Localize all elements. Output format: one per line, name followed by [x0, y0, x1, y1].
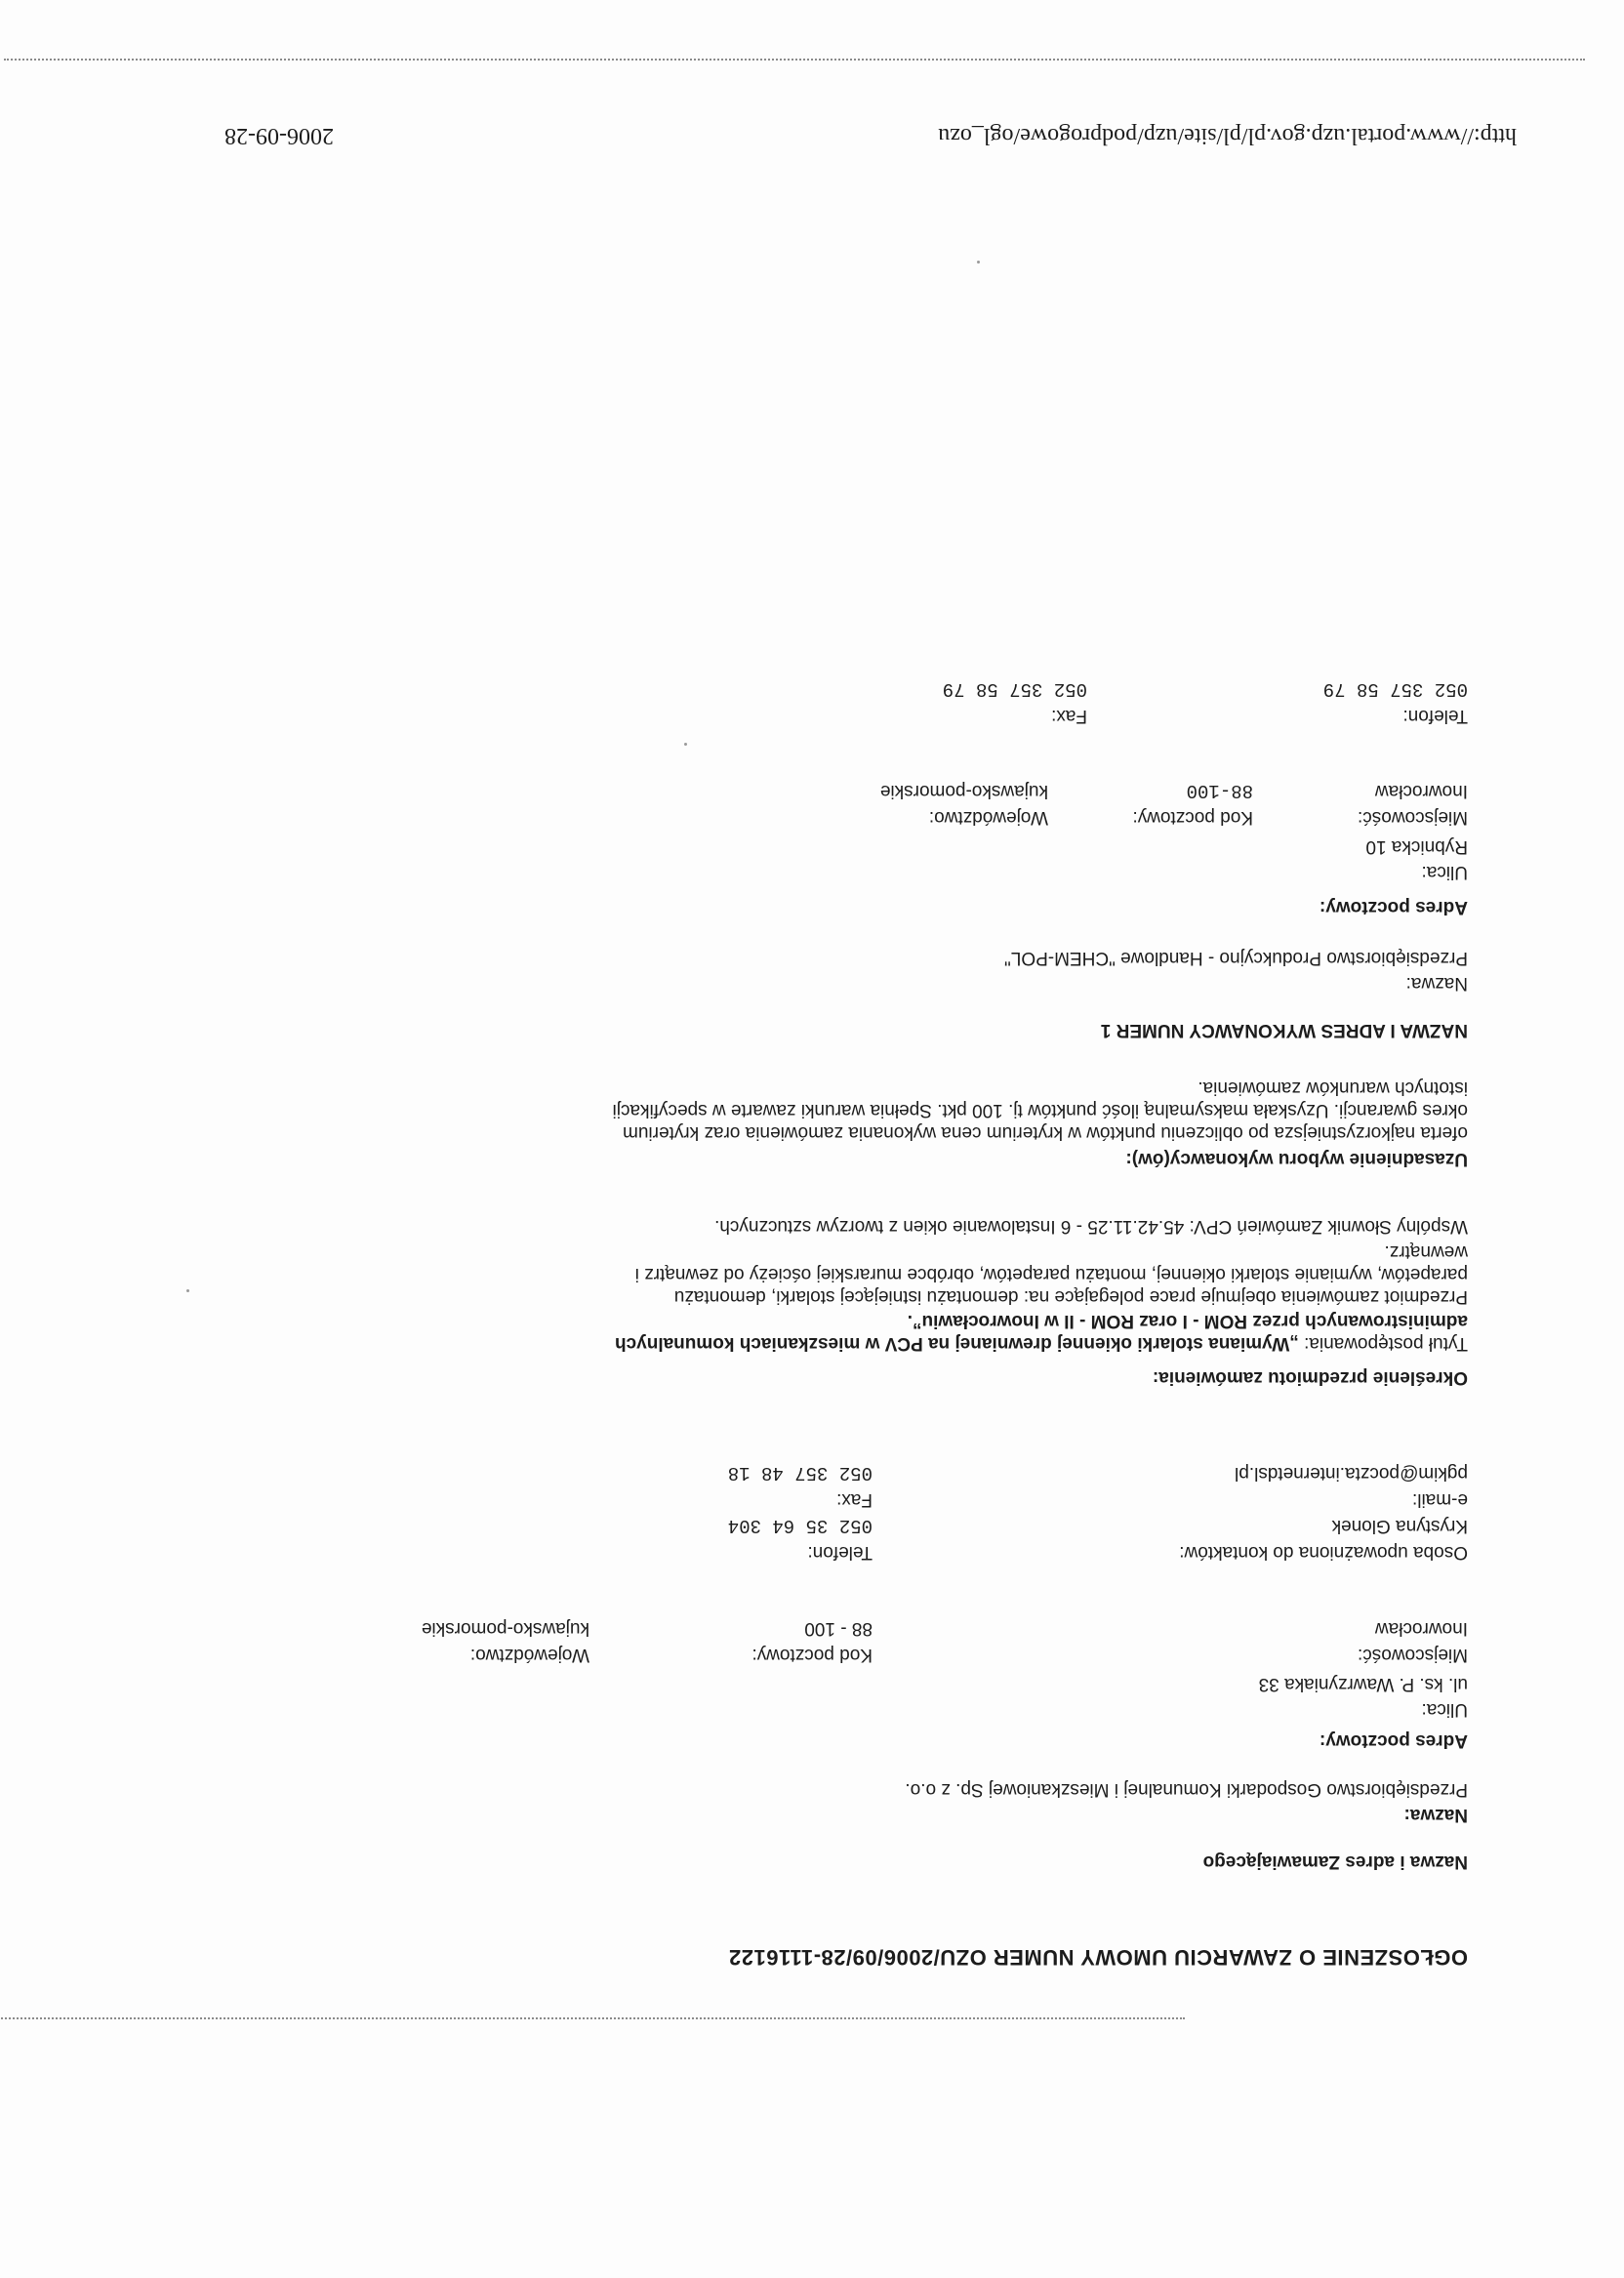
contractor-phone-value: 052 357 58 79	[1322, 678, 1468, 700]
top-dotted-rule	[0, 2017, 1185, 2019]
authority-postal-value: 88 - 100	[804, 1618, 873, 1639]
authority-email-label: e-mail:	[1411, 1489, 1468, 1510]
scan-speck	[684, 743, 687, 746]
contractor-heading: NAZWA I ADRES WYKONAWCY NUMER 1	[1100, 1020, 1468, 1040]
authority-voivodeship-label: Województwo:	[469, 1645, 589, 1665]
authority-contact-label: Osoba upoważniona do kontaktów:	[1179, 1542, 1468, 1563]
scan-speck	[186, 1289, 189, 1292]
contractor-street-label: Ulica:	[1421, 862, 1468, 882]
subject-description-line: parapetów, wymianie stolarki okiennej, montażu parapetów, obróbce murarskiej ościeży od zewnątrz i	[634, 1264, 1468, 1284]
authority-name-value: Przedsiębiorstwo Gospodarki Komunalnej i Mieszkaniowej Sp. z o.o.	[905, 1779, 1468, 1800]
authority-contact-value: Krystyna Glonek	[1331, 1516, 1468, 1536]
authority-phone-label: Telefon:	[807, 1542, 873, 1563]
contractor-city-value: Inowrocław	[1374, 781, 1468, 801]
subject-title	[121, 1310, 1468, 1355]
scan-speck	[977, 261, 980, 264]
document-title: OGŁOSZENIE O ZAWARCIU UMOWY NUMER OZU/2006/09/28-1116122	[728, 1945, 1468, 1970]
authority-voivodeship-value: kujawsko-pomorskie	[421, 1618, 589, 1639]
subject-cpv: Wspólny Słownik Zamówień CPV: 45.42.11.25 - 6 Instalowanie okien z tworzyw sztucznych.	[714, 1216, 1468, 1237]
subject-title-label: Tytuł postępowania:	[1304, 1333, 1468, 1354]
subject-description-line: Przedmiot zamówienia obejmuje prace polegające na: demontażu istniejącej stolarki, demontażu	[673, 1286, 1468, 1307]
contracting-authority-heading: Nazwa i adres Zamawiającego	[1202, 1851, 1468, 1872]
authority-name-label: Nazwa:	[1403, 1805, 1468, 1825]
authority-address-heading: Adres pocztowy:	[1319, 1730, 1468, 1751]
contractor-phone-label: Telefon:	[1402, 706, 1468, 726]
contractor-postal-value: 88-100	[1186, 780, 1253, 801]
subject-title-value-line2: administrowanych przez ROM - I oraz ROM - II w Inowrocławiu”.	[907, 1311, 1468, 1331]
subject-description	[102, 1241, 1468, 1308]
justification-line: okres gwarancji. Uzyskała maksymalną ilość punktów tj. 100 pkt. Spełnia warunki zawarte w specyfikacji	[612, 1100, 1468, 1120]
justification-line: istotnych warunków zamówienia.	[1198, 1078, 1468, 1098]
contractor-fax-value: 052 357 58 79	[942, 678, 1087, 700]
subject-title-value-line1: „Wymiana stolarki okiennej drewnianej na PCV w mieszkaniach komunalnych	[615, 1333, 1299, 1354]
authority-phone-value: 052 35 64 304	[727, 1515, 873, 1536]
contractor-address-heading: Adres pocztowy:	[1319, 897, 1468, 917]
contractor-voivodeship-label: Województwo:	[928, 807, 1048, 828]
contractor-postal-label: Kod pocztowy:	[1132, 807, 1253, 828]
contractor-fax-label: Fax:	[1051, 706, 1087, 726]
authority-city-value: Inowrocław	[1374, 1618, 1468, 1639]
subject-heading: Określenie przedmiotu zamówienia:	[1152, 1367, 1468, 1388]
bottom-dotted-rule	[4, 59, 1585, 61]
contractor-name-value: Przedsiębiorstwo Produkcyjno - Handlowe "CHEM-POL"	[1004, 948, 1468, 968]
contractor-voivodeship-value: kujawsko-pomorskie	[879, 781, 1048, 801]
contractor-street-value: Rybnicka 10	[1365, 836, 1468, 857]
justification-heading: Uzasadnienie wyboru wykonawcy(ów):	[1125, 1149, 1468, 1169]
subject-description-line: wewnątrz.	[1384, 1241, 1468, 1262]
justification-line: oferta najkorzystniejsza po obliczeniu punktów w kryterium cena wykonania zamówienia oraz kryterium	[623, 1122, 1468, 1143]
authority-street-value: ul. ks. P. Wawrzyniaka 33	[1258, 1674, 1468, 1694]
contractor-city-label: Miejscowość:	[1358, 807, 1468, 828]
authority-fax-label: Fax:	[836, 1489, 873, 1510]
authority-street-label: Ulica:	[1421, 1699, 1468, 1720]
footer-url: http://www.portal.uzp.gov.pl/pl/site/uzp/podprogowe/ogl_ozu	[938, 123, 1517, 148]
justification-text	[102, 1077, 1468, 1144]
footer-date: 2006-09-28	[224, 123, 334, 148]
authority-city-label: Miejscowość:	[1358, 1645, 1468, 1665]
authority-fax-value: 052 357 48 18	[727, 1462, 873, 1484]
authority-email-value: pgkim@poczta.internetdsl.pl	[1235, 1463, 1468, 1484]
authority-postal-label: Kod pocztowy:	[751, 1645, 873, 1665]
contractor-name-label: Nazwa:	[1405, 973, 1468, 994]
